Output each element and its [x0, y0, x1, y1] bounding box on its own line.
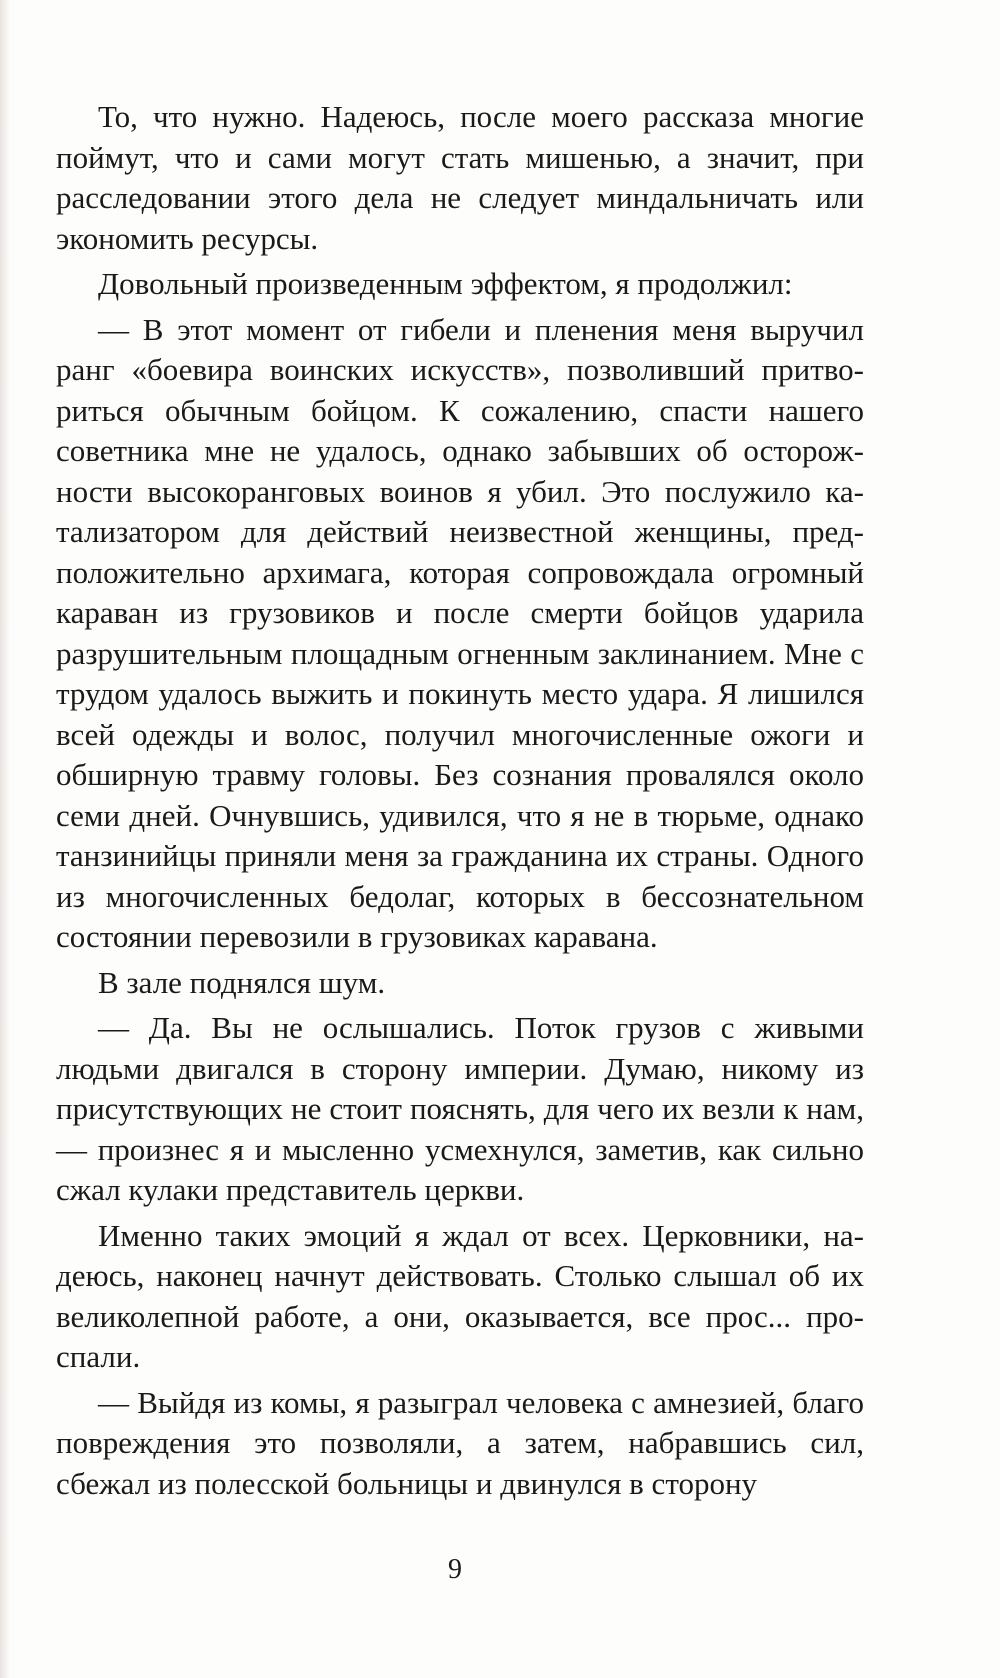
page-edge-shadow [0, 0, 10, 1678]
page-number: 9 [448, 1554, 462, 1585]
paragraph-5: — Да. Вы не ослышались. Поток грузов с живыми людьми двигался в сторону империи. Думаю, никому из присутствующих не стоит пояснять, для чего их везли к нам, — произнес я и мысленно усмехнулся, заметив, как сильно сжал кулаки представитель церкви. [56, 1010, 864, 1207]
paragraph-7: — Выйдя из комы, я разыграл человека с амнезией, благо повреждения это позволяли, а затем, набравшись сил, сбежал из полесской больницы и двинулся в сторону [56, 1384, 864, 1501]
paragraph-1: То, что нужно. Надеюсь, после моего рассказа многие поймут, что и сами могут стать мишенью, а значит, при расследовании этого дела не следует миндальничать или экономить ресурсы. [56, 99, 864, 256]
paragraph-4: В зале поднялся шум. [98, 964, 386, 1000]
paragraph-6: Именно таких эмоций я ждал от всех. Церковники, надеюсь, наконец начнут действовать. Столько слышал об их великолепной работе, а они, оказывается, все прос... проспали. [56, 1217, 864, 1374]
body-text [56, 97, 864, 1504]
paragraph-2: Довольный произведенным эффектом, я продолжил: [98, 266, 793, 301]
paragraph-3: — В этот момент от гибели и пленения меня выручил ранг «боевира воинских искусств», позволивший притвориться обычным бойцом. К сожалению, спасти нашего советника мне не удалось, однако забывших об осторожности высокоранговых воинов я убил. Это послужило катализатором для действий неизвестной женщины, предположительно архимага, которая сопровождала огромный караван из грузовиков и после смерти бойцов ударила разрушительным площадным огненным заклинанием. Мне с трудом удалось выжить и покинуть место удара. Я лишился всей одежды и волос, получил многочисленные ожоги и обширную травму головы. Без сознания провалялся около семи дней. Очнувшись, удивился, что я не в тюрьме, однако танзинийцы приняли меня за гражданина их страны. Одного из многочисленных бедолаг, которых в бессознательном состоянии перевозили в грузовиках каравана. [56, 311, 864, 954]
